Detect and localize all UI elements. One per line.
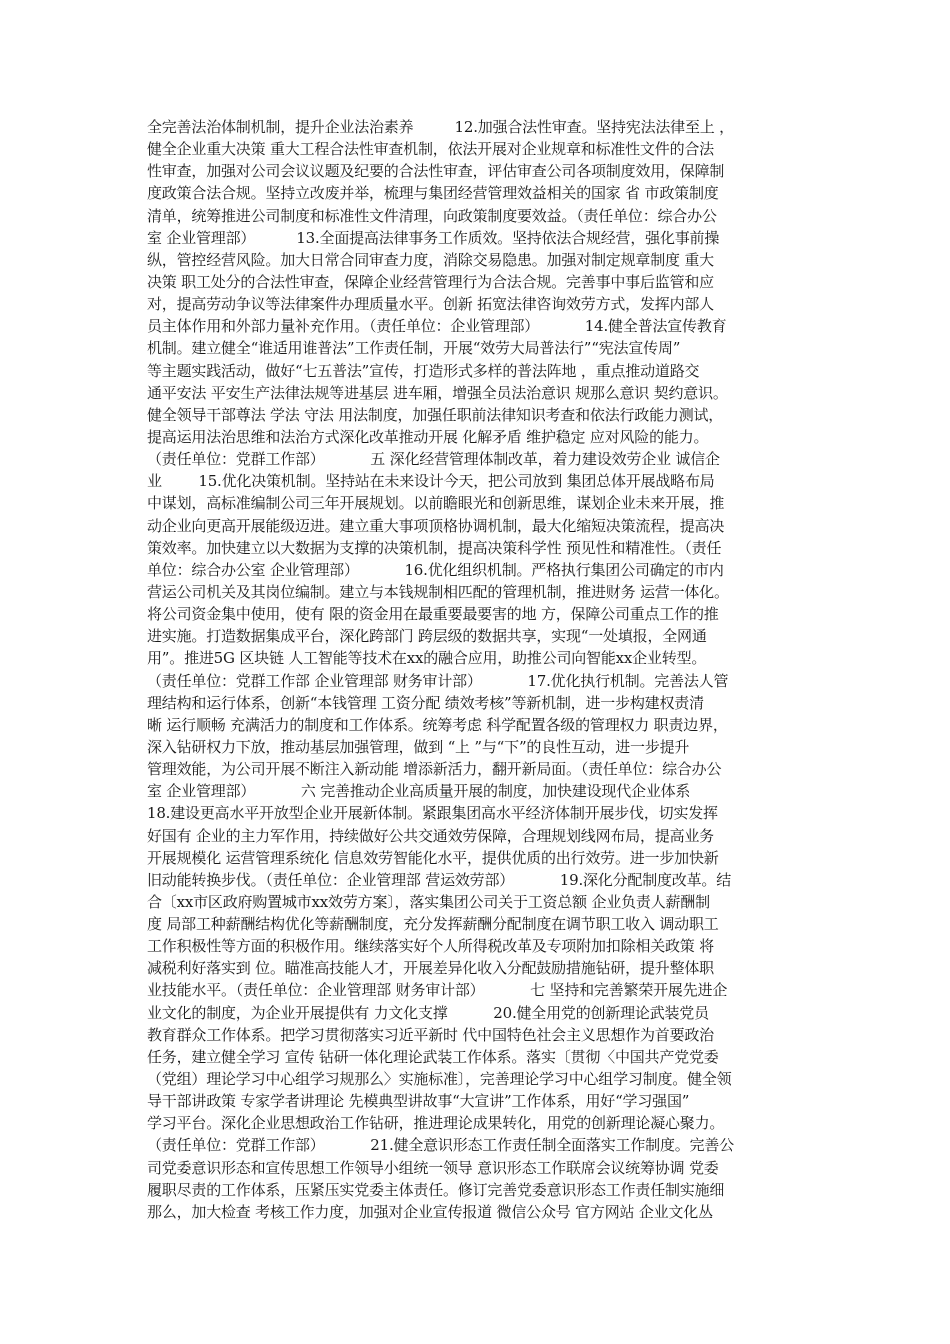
text-line: 业技能水平。（责任单位：企业管理部 财务审计部） 七 坚持和完善繁荣开展先进企 [147, 981, 728, 1000]
text-line: 深入钻研权力下放，推动基层加强管理，做到 “上 ”与“下”的良性互动，进一步提升 [147, 737, 690, 756]
text-line: 决策 职工处分的合法性审查，保障企业经营管理行为合法合规。完善事中事后监管和应 [147, 272, 714, 291]
text-line: 员主体作用和外部力量补充作用。（责任单位：企业管理部） 14.健全普法宣传教育 [147, 317, 727, 336]
text-line: 提高运用法治思维和法治方式深化改革推动开展 化解矛盾 维护稳定 应对风险的能力。 [147, 427, 709, 446]
text-line: 业文化的制度，为企业开展提供有 力文化支撑 20.健全用党的创新理论武装党员 [147, 1003, 709, 1022]
text-line: 单位：综合办公室 企业管理部） 16.优化组织机制。严格执行集团公司确定的市内 [147, 560, 724, 579]
text-line: 度 局部工种薪酬结构优化等薪酬制度，充分发挥薪酬分配制度在调节职工收入 调动职工 [147, 915, 719, 934]
text-line: 度政策合法合规。坚持立改废并举，梳理与集团经营管理效益相关的国家 省 市政策制度 [147, 184, 719, 203]
text-line: 旧动能转换步伐。（责任单位：企业管理部 营运效劳部） 19.深化分配制度改革。结 [147, 870, 732, 889]
text-line: 营运公司机关及其岗位编制。建立与本钱规制相匹配的管理机制，推进财务 运营一体化。 [147, 582, 729, 601]
text-line: 教育群众工作体系。把学习贯彻落实习近平新时 代中国特色社会主义思想作为首要政治 [147, 1025, 714, 1044]
text-line: 工作积极性等方面的积极作用。继续落实好个人所得税改革及专项附加扣除相关政策 将 [147, 937, 714, 956]
text-line: 学习平台。深化企业思想政治工作钻研，推进理论成果转化，用党的创新理论凝心聚力。 [147, 1114, 725, 1133]
text-line: 中谋划，高标准编制公司三年开展规划。以前瞻眼光和创新思维，谋划企业未来开展，推 [147, 494, 725, 513]
text-line: 好国有 企业的主力军作用，持续做好公共交通效劳保障，合理规划线网布局，提高业务 [147, 826, 714, 845]
text-line: 减税利好落实到 位。瞄准高技能人才，开展差异化收入分配鼓励措施钻研，提升整体职 [147, 959, 714, 978]
text-line: 健全企业重大决策 重大工程合法性审查机制，依法开展对企业规章和标准性文件的合法 [147, 140, 714, 159]
text-line: 通平安法 平安生产法律法规等进基层 进车厢，增强全员法治意识 规那么意识 契约意识。 [147, 383, 728, 402]
text-line: 业 15.优化决策机制。坚持站在未来设计今天，把公司放到 集团总体开展战略布局 [147, 472, 715, 491]
text-line: 全完善法治体制机制，提升企业法治素养 12.加强合法性审查。坚持宪法法律至上 ， [147, 118, 734, 136]
text-line: （责任单位：党群工作部 企业管理部 财务审计部） 17.优化执行机制。完善法人管 [147, 671, 729, 690]
text-line: 履职尽责的工作体系，压紧压实党委主体责任。修订完善党委意识形态工作责任制实施细 [147, 1180, 725, 1199]
text-line: 合〔xx市区政府购置城市xx效劳方案〕，落实集团公司关于工资总额 企业负责人薪酬制 [147, 892, 710, 911]
text-line: 纵，管控经营风险。加大日常合同审查力度，消除交易隐患。加强对制定规章制度 重大 [147, 250, 714, 269]
text-line: 管理效能，为公司开展不断注入新动能 增添新活力，翻开新局面。（责任单位：综合办公 [147, 760, 722, 779]
text-line: 18.建设更高水平开放型企业开展新体制。紧跟集团高水平经济体制开展步伐，切实发挥 [147, 804, 718, 823]
text-line: 导干部讲政策 专家学者讲理论 先模典型讲故事“大宣讲”工作体系，用好“学习强国” [147, 1092, 690, 1111]
text-line: 等主题实践活动，做好“七五普法”宣传，打造形式多样的普法阵地 ，重点推动道路交 [147, 361, 700, 380]
text-line: （责任单位：党群工作部） 五 深化经营管理体制改革，着力建设效劳企业 诚信企 [147, 450, 720, 469]
body-text [147, 116, 807, 1223]
text-line: 室 企业管理部） 13.全面提高法律事务工作质效。坚持依法合规经营，强化事前操 [147, 228, 720, 247]
text-line: 室 企业管理部） 六 完善推动企业高质量开展的制度，加快建设现代企业体系 [147, 782, 691, 801]
text-line: 对，提高劳动争议等法律案件办理质量水平。创新 拓宽法律咨询效劳方式，发挥内部人 [147, 295, 714, 314]
text-line: 司党委意识形态和宣传思想工作领导小组统一领导 意识形态工作联席会议统筹协调 党委 [147, 1158, 719, 1177]
text-line: 机制。建立健全“谁适用谁普法”工作责任制，开展“效劳大局普法行”“宪法宣传周” [147, 339, 681, 358]
text-line: （党组）理论学习中心组学习规那么〉实施标准〕，完善理论学习中心组学习制度。健全领 [147, 1070, 732, 1089]
text-line: 任务，建立健全学习 宣传 钻研一体化理论武装工作体系。落实〔贯彻〈中国共产党党委 [147, 1047, 719, 1066]
text-line: 将公司资金集中使用，使有 限的资金用在最重要最要害的地 方，保障公司重点工作的推 [147, 605, 719, 624]
text-line: 健全领导干部尊法 学法 守法 用法制度，加强任职前法律知识考查和依法行政能力测试， [147, 405, 724, 424]
text-line: 理结构和运行体系，创新“本钱管理 工资分配 绩效考核”等新机制，进一步构建权责清 [147, 693, 704, 712]
text-line: 开展规模化 运营管理系统化 信息效劳智能化水平，提供优质的出行效劳。进一步加快新 [147, 848, 719, 867]
text-line: 动企业向更高开展能级迈进。建立重大事项顶格协调机制，最大化缩短决策流程，提高决 [147, 516, 725, 535]
text-line: 清单，统筹推进公司制度和标准性文件清理，向政策制度要效益。（责任单位：综合办公 [147, 206, 717, 225]
text-line: 那么，加大检查 考核工作力度，加强对企业宣传报道 微信公众号 官方网站 企业文化丛 [147, 1202, 713, 1221]
text-line: 用”。推进5G 区块链 人工智能等技术在xx的融合应用，助推公司向智能xx企业转型。 [147, 649, 707, 668]
text-line: 进实施。打造数据集成平台，深化跨部门 跨层级的数据共享，实现“一处填报，全网通 [147, 627, 707, 646]
text-line: （责任单位：党群工作部） 21.健全意识形态工作责任制全面落实工作制度。完善公 [147, 1136, 734, 1155]
text-line: 策效率。加快建立以大数据为支撑的决策机制，提高决策科学性 预见性和精准性。（责任 [147, 538, 722, 557]
text-line: 晰 运行顺畅 充满活力的制度和工作体系。统筹考虑 科学配置各级的管理权力 职责边界， [147, 715, 728, 734]
text-line: 性审查，加强对公司会议议题及纪要的合法性审查，评估审查公司各项制度效用，保障制 [147, 162, 725, 181]
